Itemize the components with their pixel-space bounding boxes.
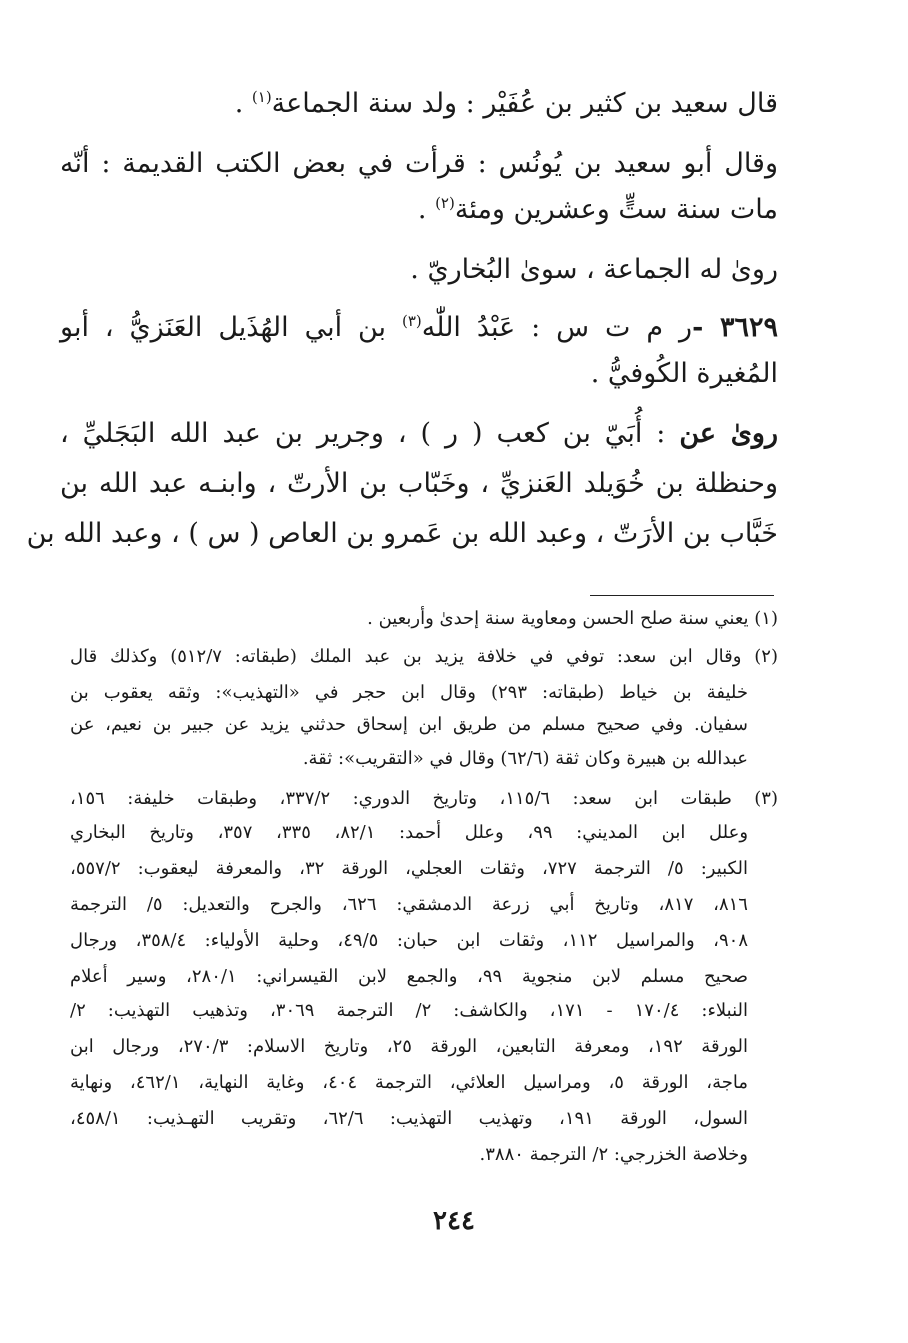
main-line-2: [60, 144, 778, 184]
footnote-2-line-2: [70, 680, 748, 706]
entry-number: ٣٦٢٩ -: [692, 312, 779, 343]
main-text: مات سنة ستٍّ وعشرين ومئة: [454, 194, 778, 225]
footnote-ref-3: (٣): [402, 312, 422, 330]
footnote-2-line-4: [70, 746, 748, 772]
footnote-text: ٩٠٨، والمراسيل ١١٢، وثقات ابن حبان: ٤٩/٥، وحلية الأولياء: ٣٥٨/٤، ورجال: [70, 930, 748, 951]
narrated-from-label: روىٰ عن: [679, 418, 778, 449]
footnote-2-line-3: [70, 712, 748, 738]
main-text: : أُبَيّ بن كعب ( ر ) ، وجرير بن عبد الله البَجَليِّ ،: [60, 418, 666, 449]
footnote-text: (١) يعني سنة صلح الحسن ومعاوية سنة إحدىٰ وأربعين .: [367, 608, 778, 629]
main-line-7: [60, 414, 778, 454]
main-text: خَبَّاب بن الأرَتّ ، وعبد الله بن عَمرو بن العاص ( س ) ، وعبد الله بن: [26, 518, 778, 549]
footnote-3-line-6: [70, 964, 748, 990]
footnote-3-line-10: [70, 1106, 748, 1132]
main-line-1: [60, 84, 778, 124]
main-text: .: [417, 194, 436, 225]
footnote-3-line-2: [70, 820, 748, 846]
footnote-1: [70, 606, 778, 632]
footnote-text: ٨١٦، ٨١٧، وتاريخ أبي زرعة الدمشقي: ٦٢٦، والجرح والتعديل: ٥/ الترجمة: [70, 894, 748, 915]
footnote-text: وخلاصة الخزرجي: ٢/ الترجمة ٣٨٨٠.: [479, 1144, 748, 1165]
main-text: .: [234, 88, 252, 119]
footnote-divider: [590, 595, 774, 596]
footnote-text: ماجة، الورقة ٥، ومراسيل العلائي، الترجمة ٤٠٤، وغاية النهاية، ٤٦٢/١، ونهاية: [70, 1072, 748, 1093]
footnote-text: السول، الورقة ١٩١، وتهذيب التهذيب: ٦٢/٦، وتقريب التهـذيب: ٤٥٨/١،: [70, 1108, 748, 1129]
footnote-text: (٢) وقال ابن سعد: توفي في خلافة يزيد بن عبد الملك (طبقاته: ٥١٢/٧) وكذلك قال: [70, 646, 778, 667]
footnote-text: صحيح مسلم لابن منجوية ٩٩، والجمع لابن القيسراني: ٢٨٠/١، وسير أعلام: [70, 966, 748, 987]
main-text: روىٰ له الجماعة ، سوىٰ البُخاريّ .: [410, 254, 778, 285]
footnote-text: الكبير: ٥/ الترجمة ٧٢٧، وثقات العجلي، الورقة ٣٢، والمعرفة ليعقوب: ٥٥٧/٢،: [70, 858, 748, 879]
main-line-6: [60, 354, 778, 394]
main-text: وحنظلة بن خُوَيلد العَنزيِّ ، وخَبّاب بن الأرتّ ، وابنـه عبد الله بن: [60, 468, 778, 499]
footnote-text: عبدالله بن هبيرة وكان ثقة (٦٢/٦) وقال في «التقريب»: ثقة.: [302, 748, 748, 769]
footnote-3-line-11: [70, 1142, 748, 1168]
footnote-text: (٣) طبقات ابن سعد: ١١٥/٦، وتاريخ الدوري: ٣٣٧/٢، وطبقات خليفة: ١٥٦،: [70, 788, 778, 809]
footnote-3-line-7: [70, 998, 748, 1024]
main-text: بن أبي الهُذَيل العَنَزيُّ ، أبو: [60, 312, 387, 343]
main-line-8: [60, 464, 778, 504]
footnote-text: وعلل ابن المديني: ٩٩، وعلل أحمد: ٨٢/١، ٣٣٥، ٣٥٧، وتاريخ البخاري: [70, 822, 749, 843]
footnote-3-line-5: [70, 928, 748, 954]
footnote-3-line-8: [70, 1034, 748, 1060]
main-line-3: [60, 190, 778, 230]
main-text: ر م ت س : عَبْدُ اللّٰه: [421, 312, 693, 343]
footnote-3-line-3: [70, 856, 748, 882]
footnote-3-line-9: [70, 1070, 748, 1096]
main-text: المُغيرة الكُوفيُّ .: [590, 358, 778, 389]
footnote-text: النبلاء: ١٧٠/٤ - ١٧١، والكاشف: ٢/ الترجمة ٣٠٦٩، وتذهيب التهذيب: ٢/: [70, 1000, 749, 1021]
entry-header: [60, 308, 778, 348]
footnote-2-line-1: [70, 644, 778, 670]
main-text: وقال أبو سعيد بن يُونُس : قرأت في بعض الكتب القديمة : أنّه: [60, 148, 778, 179]
main-text: قال سعيد بن كثير بن عُفَيْر : ولد سنة الجماعة: [271, 88, 778, 119]
footnote-3-line-4: [70, 892, 748, 918]
page-number: ٢٤٤: [433, 1206, 475, 1236]
footnote-3-line-1: [70, 786, 778, 812]
footnote-text: الورقة ١٩٢، ومعرفة التابعين، الورقة ٢٥، وتاريخ الاسلام: ٢٧٠/٣، ورجال ابن: [70, 1036, 749, 1057]
footnote-text: خليفة بن خياط (طبقاته: ٢٩٣) وقال ابن حجر في «التهذيب»: وثقه يعقوب بن: [70, 682, 748, 703]
footnote-ref-2: (٢): [435, 194, 455, 212]
footnote-ref-1: (١): [251, 88, 272, 106]
main-line-9: [26, 514, 778, 554]
main-line-4: [60, 250, 778, 290]
footnote-text: سفيان. وفي صحيح مسلم من طريق ابن إسحاق حدثني يزيد عن جبير بن نعيم، عن: [70, 714, 748, 735]
